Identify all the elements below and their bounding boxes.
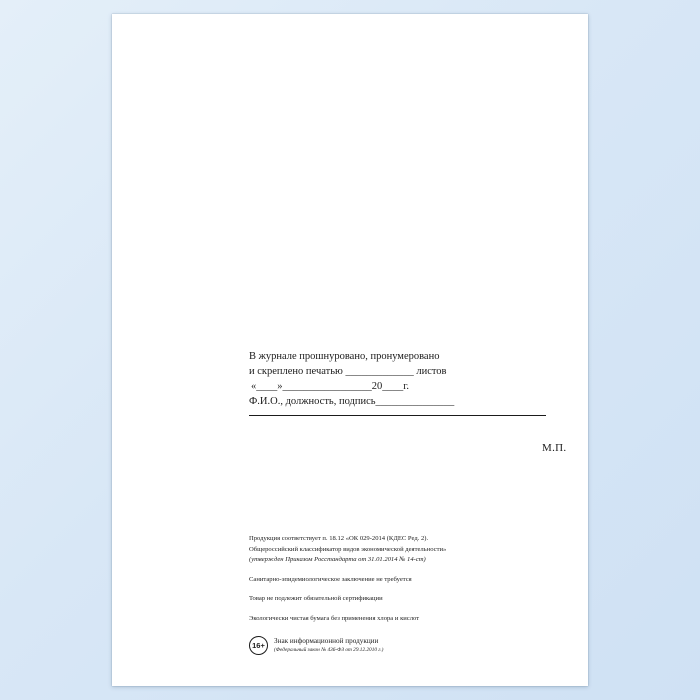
cert-line-2: и скреплено печатью _____________ листов xyxy=(249,366,447,377)
legal-certification-note: Товар не подлежит обязательной сертификации xyxy=(249,595,383,602)
legal-notes xyxy=(249,534,569,633)
legal-okved-line-1: Продукция соответствует п. 18.12 «ОК 029-2014 (КДЕС Ред. 2). xyxy=(249,535,429,542)
page-content xyxy=(112,14,588,686)
age-rating-texts xyxy=(274,637,383,654)
age-rating-subtitle: (Федеральный закон № 436-ФЗ от 29.12.2010 г.) xyxy=(274,647,384,653)
legal-eco-paper-note: Экологически чистая бумага без применения хлора и кислот xyxy=(249,614,420,622)
legal-paragraph-okved xyxy=(249,534,569,566)
cert-line-1: В журнале прошнуровано, пронумеровано xyxy=(249,351,440,362)
document-page xyxy=(112,14,588,686)
legal-sanitary-note: Санитарно-эпидемиологическое заключение не требуется xyxy=(249,575,412,583)
legal-okved-line-3: (утвержден Приказом Росстандарта от 31.01.2014 № 14-ст) xyxy=(249,556,426,563)
legal-okved-line-2: Общероссийский классификатор видов экономической деятельности» xyxy=(249,545,447,553)
cert-line-4: Ф.И.О., должность, подпись_______________ xyxy=(249,396,455,407)
stamp-place-label: М.П. xyxy=(542,442,567,454)
cert-line-3: «____»_________________20____г. xyxy=(251,381,409,392)
age-rating-badge-icon: 16+ xyxy=(249,636,268,655)
signature-rule xyxy=(249,415,546,416)
certification-block xyxy=(249,349,569,454)
age-rating-title: Знак информационной продукции xyxy=(274,637,379,645)
age-rating-row xyxy=(249,636,383,655)
